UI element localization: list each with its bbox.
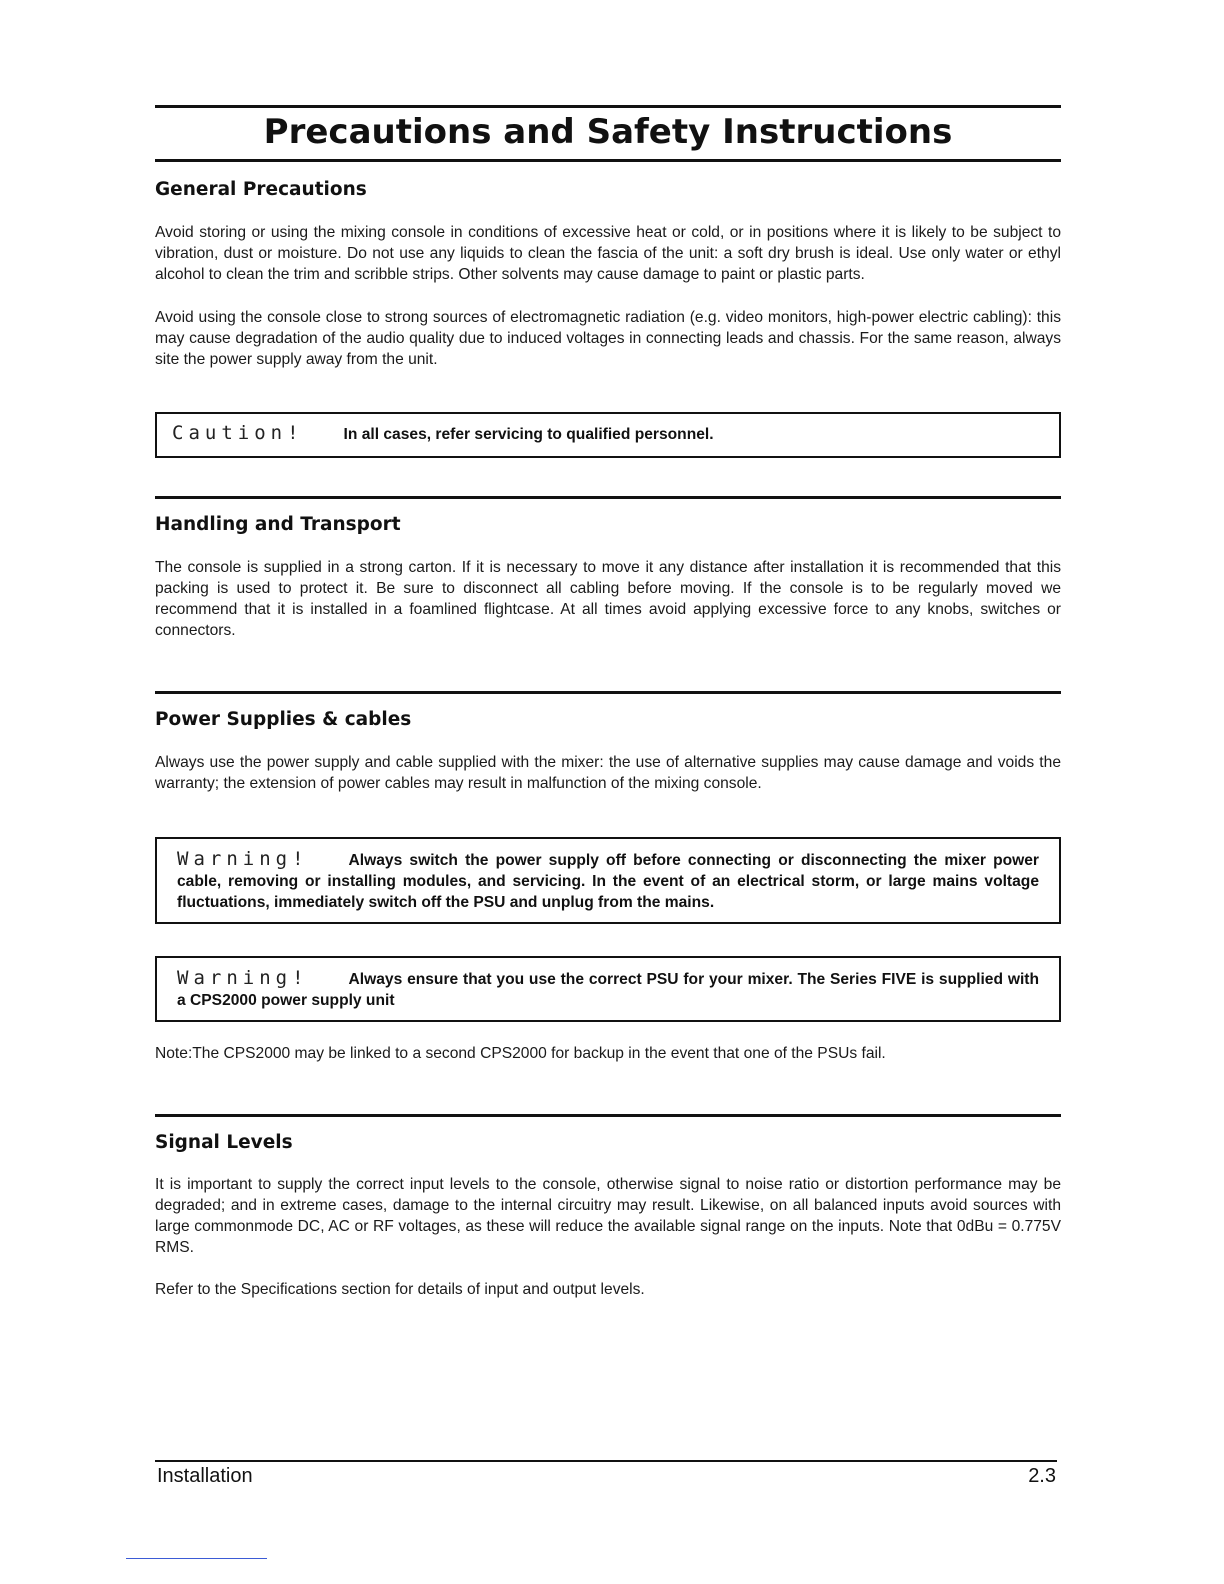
page-title: Precautions and Safety Instructions — [263, 112, 953, 152]
signal-paragraph-1: It is important to supply the correct input levels to the console, otherwise signal to noise ratio or distortion performance may be degraded; and in extreme cases, damage to the internal circuitry may result. Likewise, on all balanced inputs avoid sources with large commonmode DC, AC or RF voltages, as these will reduce the available signal range on the inputs. Note that 0dBu = 0.775V RMS. — [155, 1176, 1061, 1256]
footer-rule — [155, 1460, 1057, 1462]
handling-rule — [155, 496, 1061, 499]
general-paragraph-2: Avoid using the console close to strong sources of electromagnetic radiation (e.g. video monitors, high-power electric cabling): this may cause degradation of the audio quality due to induced voltages in connecting leads and chassis. For the same reason, always site the power supply away from the unit. — [155, 309, 1061, 368]
link-underline — [126, 1558, 267, 1559]
signal-paragraph-2: Refer to the Specifications section for details of input and output levels. — [155, 1281, 645, 1298]
section-heading-handling: Handling and Transport — [155, 514, 401, 535]
caution-text: In all cases, refer servicing to qualified personnel. — [343, 426, 714, 443]
section-heading-power: Power Supplies & cables — [155, 709, 412, 730]
section-heading-signal: Signal Levels — [155, 1132, 293, 1153]
warning-box-1 — [155, 837, 1061, 924]
footer-page-number: 2.3 — [1028, 1465, 1056, 1487]
handling-paragraph: The console is supplied in a strong carton. If it is necessary to move it any distance after installation it is recommended that this packing is used to protect it. Be sure to disconnect all cabling before moving. If the console is to be regularly moved we recommend that it is installed in a foamlined flightcase. At all times avoid applying excessive force to any knobs, switches or connectors. — [155, 559, 1061, 639]
footer-section-name: Installation — [157, 1465, 253, 1487]
warning-2-label: Warning! — [177, 967, 309, 989]
warning-2-text: Always ensure that you use the correct PSU for your mixer. The Series FIVE is supplied with a CPS2000 power supply unit — [177, 971, 1039, 1009]
warning-1-label: Warning! — [177, 848, 309, 870]
power-note: Note:The CPS2000 may be linked to a second CPS2000 for backup in the event that one of the PSUs fail. — [155, 1045, 886, 1062]
warning-1-text: Always switch the power supply off before connecting or disconnecting the mixer power cable, removing or installing modules, and servicing. In the event of an electrical storm, or large mains voltage fluctuations, immediately switch off the PSU and unplug from the mains. — [177, 852, 1039, 911]
section-heading-general: General Precautions — [155, 179, 367, 200]
caution-box — [155, 412, 1061, 458]
caution-label: Caution! — [172, 422, 304, 444]
general-paragraph-1: Avoid storing or using the mixing console in conditions of excessive heat or cold, or in positions where it is likely to be subject to vibration, dust or moisture. Do not use any liquids to clean the fascia of the unit: a soft dry brush is ideal. Use only water or ethyl alcohol to clean the trim and scribble strips. Other solvents may cause damage to paint or plastic parts. — [155, 224, 1061, 283]
warning-box-2 — [155, 956, 1061, 1022]
title-top-rule — [155, 105, 1061, 108]
power-paragraph: Always use the power supply and cable supplied with the mixer: the use of alternative supplies may cause damage and voids the warranty; the extension of power cables may result in malfunction of the mixing console. — [155, 754, 1061, 792]
power-rule — [155, 691, 1061, 694]
signal-rule — [155, 1114, 1061, 1117]
title-bottom-rule — [155, 159, 1061, 162]
